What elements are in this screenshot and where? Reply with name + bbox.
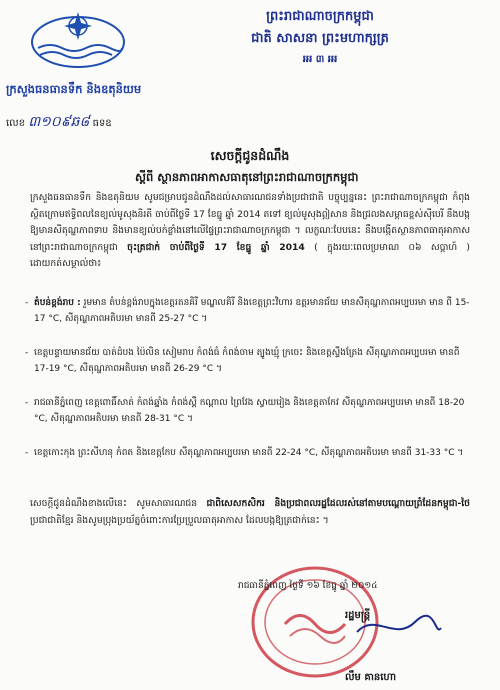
closing-bold: ជាពិសេសកសិករ និងប្រជាពលរដ្ឋដែលរស់នៅតាមបណ្ដោយព្រំដែនកម្ពុជា-ថៃ — [206, 498, 470, 509]
closing-text-b: ប្រជាជាតិខ្មែរ និងសូមប្រុងប្រយ័ត្នចំពោះការប្រែប្រួលធាតុអាកាស ដែលបង្កឱ្យត្រជាក់នេះ ។ — [30, 514, 329, 526]
closing-paragraph — [30, 496, 470, 568]
forecast-text: រួមមាន តំបន់ខ្ពង់រាបក្នុងខេត្តរតនគិរី មណ្ឌលគិរី និងខេត្តព្រះវិហារ ឧត្ដរមានជ័យ មានសីតុណ្ហភាពអប្បបរមា មាន ពី 15-17 °C, សីតុណ្ហភាពអតិបរមា មានពី 25-27 °C ។ — [34, 298, 470, 324]
intro-tail: ( ក្នុងរយៈពេលប្រមាណ ០៦ សប្ដាហ៍ ) ដោយកត់សម្គាល់ថា៖ — [30, 241, 470, 269]
signatory-name: លឹម គានហោ — [345, 672, 397, 683]
reference-number — [6, 112, 112, 133]
kingdom-title: ព្រះរាជាណាចក្រកម្ពុជា — [266, 9, 374, 24]
intro-text: ក្រសួងធនធានទឹក និងឧតុនិយម សូមជម្រាបជូនដំណឹងដល់សាធារណជនទាំងប្រជាជាតិ បច្ចុប្បន្ននេះ ព្រះរាជាណាចក្រកម្ពុជា កំពុងស្ថិតក្រោមឥទ្ធិពលនៃខ្យល់មូសុងនិរតី ចាប់ពីថ្ងៃទី 17 ខែធ្នូ ឆ្នាំ 2014 តទៅ ខ្យល់មូសុងឦសាន និងជ្រលងសម្ពាធខ្ពស់ស៊ីបេរី នឹងបង្កឱ្យមានសីតុណ្ហភាពទាប និងមានខ្យល់បក់ខ្លាំងនៅលើផ្ទៃព្រះរាជាណាចក្រកម្ពុជា ។ លក្ខណៈបែបនេះ នឹងបង្កើតស្ថានភាពធាតុអាកាសនៅព្រះរាជាណាចក្រកម្ពុជា — [30, 192, 470, 253]
forecast-text: ខេត្តកោះកុង ព្រះសីហនុ កំពត និងខេត្តកែប សីតុណ្ហភាពអប្បបរមា មានពី 22-24 °C, សីតុណ្ហភាពអតិបរមា មានពី 31-33 °C ។ — [34, 448, 464, 458]
national-motto: ជាតិ សាសនា ព្រះមហាក្សត្រ — [251, 31, 389, 46]
forecast-item — [34, 446, 470, 462]
ministry-name: ក្រសួងធនធានទឹក និងឧតុនិយម — [6, 82, 142, 96]
forecast-text: ខេត្តបន្ទាយមានជ័យ បាត់ដំបង ប៉ៃលិន សៀមរាប កំពង់ធំ កំពង់ចាម ត្បូងឃ្មុំ ក្រចេះ និងខេត្តស្ទឹងត្រែង សីតុណ្ហភាពអប្បបរមា មានពី 17-19 °C, សីតុណ្ហភាពអតិបរមា មានពី 26-29 °C ។ — [34, 348, 460, 374]
intro-bold: ចុះត្រជាក់ ចាប់ពីថ្ងៃទី 17 ខែធ្នូ ឆ្នាំ 2014 — [127, 241, 305, 253]
document-subject: ស្ដីពី ស្ថានភាពអាកាសធាតុនៅព្រះរាជាណាចក្រកម្ពុជា — [135, 170, 359, 184]
signing-date: រាជធានីភ្នំពេញ ថ្ងៃទី ១៦ ខែធ្នូ ឆ្នាំ ២០១៤ — [238, 581, 378, 591]
forecast-text: រាជធានីភ្នំពេញ ខេត្តពោធិ៍សាត់ កំពង់ឆ្នាំង កំពង់ស្ពឺ កណ្ដាល ព្រៃវែង ស្វាយរៀង និងខេត្តតាកែវ សីតុណ្ហភាពអប្បបរមា មានពី 18-20 °C, សីតុណ្ហភាពអតិបរមា មានពី 28-31 °C ។ — [34, 398, 465, 424]
ref-prefix: លេខ — [6, 118, 26, 129]
intro-paragraph — [30, 190, 470, 302]
forecast-item — [34, 346, 470, 377]
ministry-logo — [30, 8, 126, 68]
closing-text-a: សេចក្ដីជូនដំណឹងខាងលើនេះ សូមសាធារណជន — [30, 498, 198, 509]
signatory-title: រដ្ឋមន្ត្រី — [345, 610, 371, 621]
header-ornament: ៛៛៛ ៣ ៛៛៛ — [302, 54, 338, 65]
document-title: សេចក្ដីជូនដំណឹង — [210, 148, 290, 163]
ref-number: ៣១០៩ឆ៨ — [28, 114, 90, 130]
forecast-item — [34, 296, 470, 327]
forecast-item — [34, 396, 470, 427]
ref-suffix: ធទឧ — [92, 118, 112, 129]
forecast-region-label: តំបន់ខ្ពង់រាប : — [34, 298, 81, 308]
